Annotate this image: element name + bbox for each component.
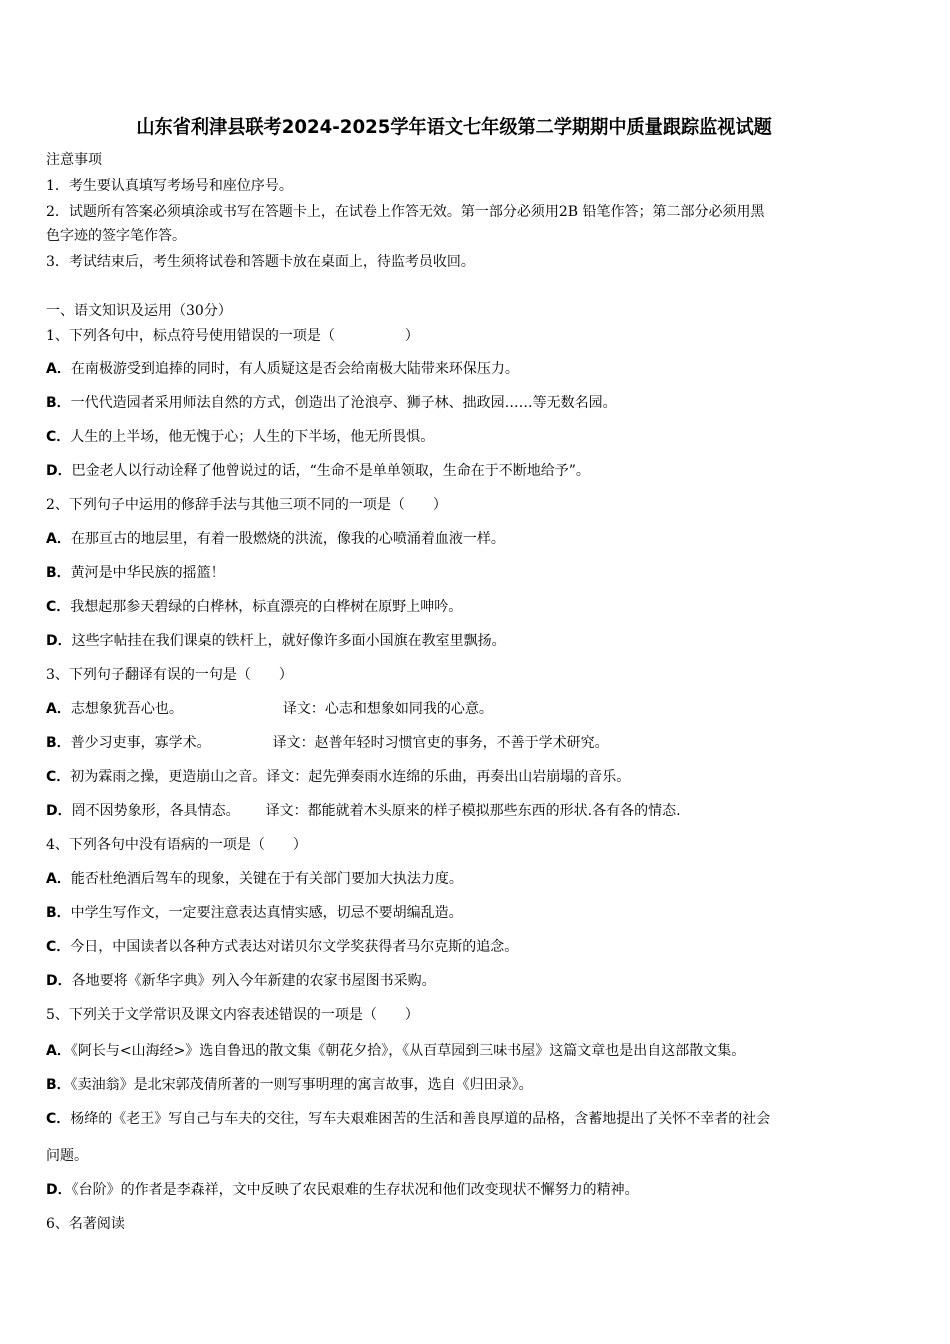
option-text: 志想象犹吾心也。 (70, 701, 183, 717)
option-letter: C． (46, 429, 71, 445)
option-row (46, 1180, 639, 1200)
option-row (46, 869, 463, 889)
option-letter: D． (46, 1182, 72, 1198)
option-letter: D． (46, 973, 72, 989)
option-row (46, 393, 617, 413)
option-translation: 译文：起先弹奏雨水连绵的乐曲，再奏出山岩崩塌的音乐。 (266, 769, 631, 785)
option-text: 中学生写作文，一定要注意表达真情实感，切忌不要胡编乱造。 (70, 905, 463, 921)
option-row (46, 1075, 533, 1095)
option-row (46, 359, 519, 379)
option-text: 《阿长与<山海经>》选自鲁迅的散文集《朝花夕拾》，《从百草园到三味书屋》这篇文章也是出自这部散文集。 (70, 1043, 746, 1059)
option-row (46, 597, 462, 617)
option-text: 罔不因势象形，各具情态。 (71, 803, 240, 819)
option-letter: C． (46, 769, 71, 785)
option-letter: A． (46, 531, 71, 547)
option-row (46, 1041, 745, 1061)
question-stem: 2、下列句子中运用的修辞手法与其他三项不同的一项是（ ） (46, 497, 447, 513)
option-letter: A． (46, 361, 71, 377)
question-stem: 3、下列句子翻译有误的一句是（ ） (46, 667, 293, 683)
question-stem: 5、下列关于文学常识及课文内容表述错误的一项是（ ） (46, 1007, 419, 1023)
option-letter: C． (46, 939, 71, 955)
option-text: 杨绛的《老王》写自己与车夫的交往，写车夫艰难困苦的生活和善良厚道的品格，含蓄地提出了关怀不幸者的社会 (70, 1111, 771, 1127)
option-text: 我想起那参天碧绿的白桦林，标直漂亮的白桦树在原野上呻吟。 (70, 599, 463, 615)
option-row (46, 529, 505, 549)
option-text: 黄河是中华民族的摇篮！ (70, 565, 225, 581)
option-letter: A． (46, 701, 71, 717)
page-title: 山东省利津县联考2024-2025学年语文七年级第二学期期中质量跟踪监视试题 (136, 116, 772, 138)
option-text: 初为霖雨之操，更造崩山之音。 (70, 769, 267, 785)
option-text: 巴金老人以行动诠释了他曾说过的话，“生命不是单单领取，生命在于不断地给予”。 (71, 463, 590, 479)
option-letter: B． (46, 905, 71, 921)
option-row (46, 427, 434, 447)
option-text: 在那亘古的地层里，有着一股燃烧的洪流，像我的心喷涌着血液一样。 (70, 531, 505, 547)
option-row (46, 937, 518, 957)
option-text: 一代代造园者采用师法自然的方式，创造出了沧浪亭、狮子林、拙政园……等无数名园。 (70, 395, 617, 411)
option-text: 在南极游受到追捧的同时，有人质疑这是否会给南极大陆带来环保压力。 (70, 361, 519, 377)
option-text: 《卖油翁》是北宋郭茂倩所著的一则写事明理的寓言故事，选自《归田录》。 (70, 1077, 533, 1093)
option-text: 能否杜绝酒后驾车的现象，关键在于有关部门要加大执法力度。 (70, 871, 463, 887)
option-text: 各地要将《新华字典》列入今年新建的农家书屋图书采购。 (71, 973, 436, 989)
option-row (46, 699, 493, 719)
option-letter: D． (46, 463, 72, 479)
option-letter: D． (46, 803, 72, 819)
option-row (46, 733, 609, 753)
option-text: 普少习吏事，寡学术。 (70, 735, 211, 751)
option-letter: B． (46, 1077, 71, 1093)
option-row (46, 903, 463, 923)
option-row (46, 971, 436, 991)
option-continuation: 问题。 (46, 1148, 88, 1164)
option-text: 人生的上半场，他无愧于心；人生的下半场，他无所畏惧。 (70, 429, 435, 445)
option-row (46, 563, 225, 583)
notice-heading: 注意事项 (46, 152, 102, 168)
option-letter: C． (46, 1111, 71, 1127)
notice-item: 1．考生要认真填写考场号和座位序号。 (46, 178, 293, 194)
option-row (46, 801, 681, 821)
option-letter: B． (46, 565, 71, 581)
option-translation: 译文：心志和想象如同我的心意。 (282, 701, 493, 717)
option-row (46, 767, 630, 787)
option-letter: A． (46, 871, 71, 887)
question-stem: 6、名著阅读 (46, 1216, 125, 1232)
option-row (46, 631, 506, 651)
notice-item: 3．考试结束后，考生须将试卷和答题卡放在桌面上，待监考员收回。 (46, 254, 475, 270)
option-letter: D． (46, 633, 72, 649)
option-letter: A． (46, 1043, 71, 1059)
section-heading: 一、语文知识及运用（30分） (46, 303, 232, 319)
option-translation: 译文：都能就着木头原来的样子模拟那些东西的形状.各有各的情态. (265, 803, 681, 819)
option-text: 今日，中国读者以各种方式表达对诺贝尔文学奖获得者马尔克斯的追念。 (70, 939, 519, 955)
option-letter: C． (46, 599, 71, 615)
question-stem: 1、下列各句中，标点符号使用错误的一项是（ ） (46, 328, 419, 344)
option-row (46, 461, 590, 481)
option-letter: B． (46, 735, 71, 751)
notice-item: 色字迹的签字笔作答。 (46, 228, 186, 244)
question-stem: 4、下列各句中没有语病的一项是（ ） (46, 837, 307, 853)
option-row (46, 1109, 770, 1129)
option-text: 这些字帖挂在我们课桌的铁杆上，就好像许多面小国旗在教室里飘扬。 (71, 633, 506, 649)
option-translation: 译文：赵普年轻时习惯官吏的事务，不善于学术研究。 (272, 735, 609, 751)
notice-item: 2．试题所有答案必须填涂或书写在答题卡上，在试卷上作答无效。第一部分必须用2B 铅笔作答；第二部分必须用黑 (46, 204, 765, 220)
option-letter: B． (46, 395, 71, 411)
option-text: 《台阶》的作者是李森祥，文中反映了农民艰难的生存状况和他们改变现状不懈努力的精神。 (71, 1182, 639, 1198)
